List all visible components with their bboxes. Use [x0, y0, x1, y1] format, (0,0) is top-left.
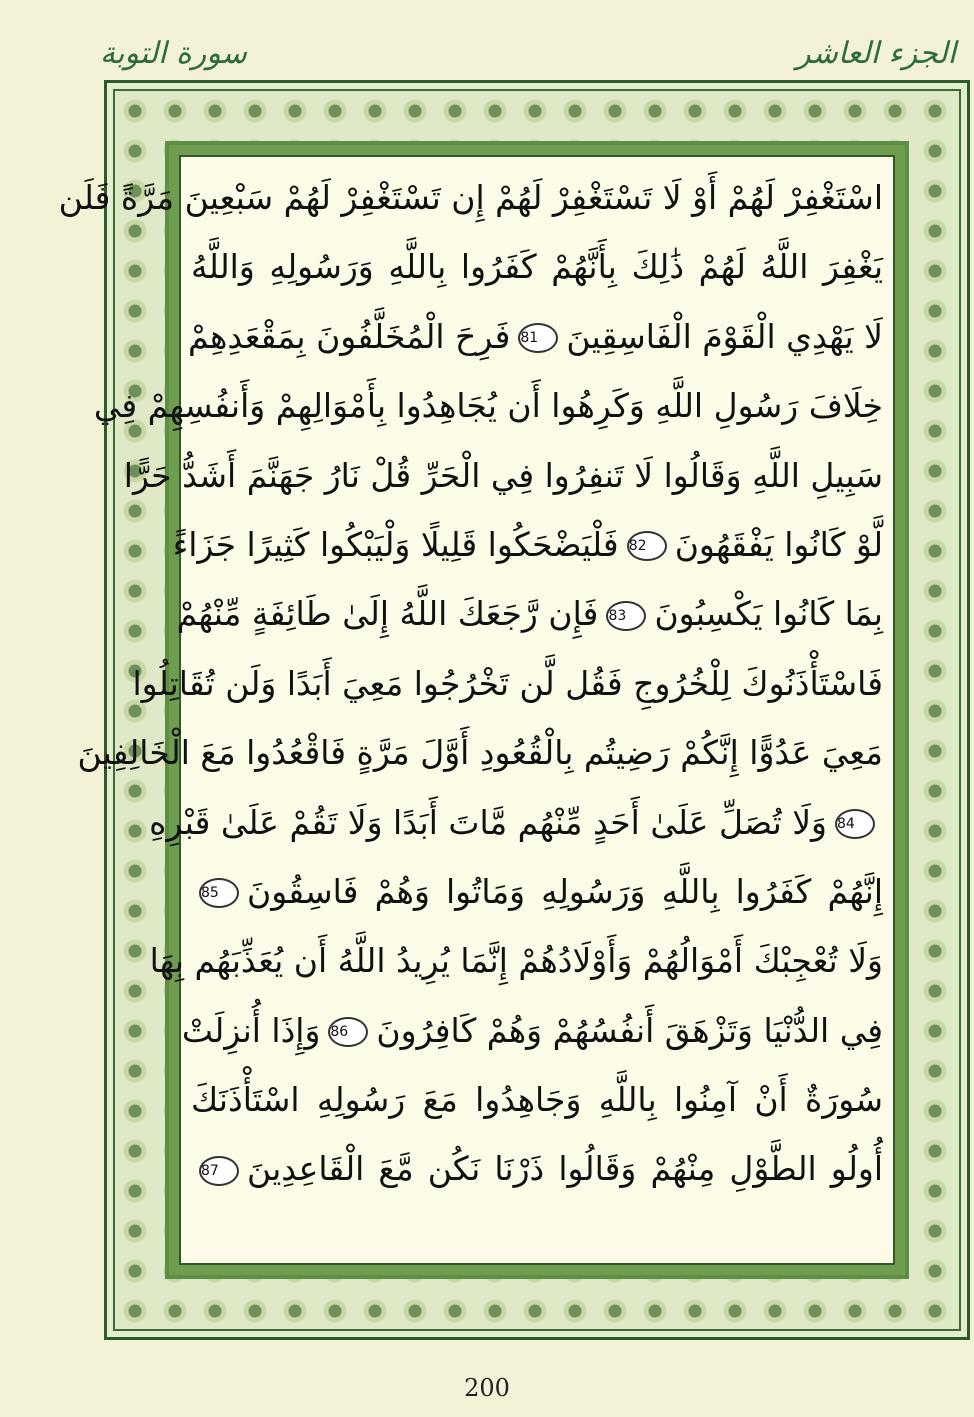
text-panel	[58, 155, 895, 1265]
line-text: سَبِيلِ اللَّهِ وَقَالُوا لَا تَنفِرُوا فِي الْحَرِّ قُلْ نَارُ جَهَنَّمَ أَشَدُّ حَرًّا	[123, 455, 883, 495]
line-text: فَرِحَ الْمُخَلَّفُونَ بِمَقْعَدِهِمْ	[188, 316, 511, 356]
line-text: إِنَّهُمْ كَفَرُوا بِاللَّهِ وَرَسُولِهِ وَمَاتُوا وَهُمْ فَاسِقُونَ	[247, 871, 883, 911]
line-text: لَّوْ كَانُوا يَفْقَهُونَ	[674, 524, 883, 564]
verse-line-12	[149, 926, 883, 995]
verse-line-11	[191, 857, 883, 926]
line-text: فَلْيَضْحَكُوا قَلِيلًا وَلْيَبْكُوا كَثِيرًا جَزَاءً	[172, 524, 619, 564]
surah-title: سورة التوبة	[100, 36, 247, 71]
line-text: أُولُو الطَّوْلِ مِنْهُمْ وَقَالُوا ذَرْنَا نَكُن مَّعَ الْقَاعِدِينَ	[247, 1149, 883, 1189]
ayah-number-marker: 86	[328, 1017, 368, 1047]
verse-line-14	[191, 1065, 883, 1134]
line-text: وَلَا تُصَلِّ عَلَىٰ أَحَدٍ مِّنْهُم مَّاتَ أَبَدًا وَلَا تَقُمْ عَلَىٰ قَبْرِهِ	[149, 802, 827, 842]
page-number: 200	[464, 1374, 510, 1402]
verse-line-4	[93, 371, 883, 440]
line-text: فَإِن رَّجَعَكَ اللَّهُ إِلَىٰ طَائِفَةٍ مِّنْهُمْ	[176, 594, 599, 634]
ayah-number-marker: 81	[518, 323, 558, 353]
ornamental-frame	[58, 80, 970, 1340]
verse-line-6	[172, 510, 883, 579]
line-text: يَغْفِرَ اللَّهُ لَهُمْ ذَٰلِكَ بِأَنَّهُمْ كَفَرُوا بِاللَّهِ وَرَسُولِهِ وَاللَّهُ	[191, 247, 883, 287]
ayah-number-marker: 84	[835, 809, 875, 839]
ayah-number-marker: 85	[199, 878, 239, 908]
verse-line-8	[132, 649, 883, 718]
page-header	[0, 8, 974, 80]
line-text: لَا يَهْدِي الْقَوْمَ الْفَاسِقِينَ	[566, 316, 883, 356]
verse-line-7	[176, 579, 883, 648]
line-text: فِي الدُّنْيَا وَتَزْهَقَ أَنفُسُهُمْ وَهُمْ كَافِرُونَ	[376, 1010, 883, 1050]
verse-line-10	[149, 788, 883, 857]
ayah-number-marker: 83	[606, 601, 646, 631]
line-text: وَإِذَا أُنزِلَتْ	[181, 1010, 321, 1050]
ayah-number-marker: 82	[627, 531, 667, 561]
line-text: اسْتَغْفِرْ لَهُمْ أَوْ لَا تَسْتَغْفِرْ لَهُمْ إِن تَسْتَغْفِرْ لَهُمْ سَبْعِينَ مَرَّةً فَلَن	[58, 178, 883, 217]
verse-line-3	[188, 302, 883, 371]
verse-line-9	[77, 718, 883, 787]
line-text: مَعِيَ عَدُوًّا إِنَّكُمْ رَضِيتُم بِالْقُعُودِ أَوَّلَ مَرَّةٍ فَاقْعُدُوا مَعَ الْخَالِفِينَ	[77, 733, 883, 773]
verse-line-5	[123, 441, 883, 510]
juz-title: الجزء العاشر	[796, 36, 956, 71]
line-text: وَلَا تُعْجِبْكَ أَمْوَالُهُمْ وَأَوْلَادُهُمْ إِنَّمَا يُرِيدُ اللَّهُ أَن يُعَذِّبَهُم بِهَا	[149, 941, 883, 981]
verse-line-13	[181, 996, 883, 1065]
ayah-number-marker: 87	[199, 1156, 239, 1186]
line-text: خِلَافَ رَسُولِ اللَّهِ وَكَرِهُوا أَن يُجَاهِدُوا بِأَمْوَالِهِمْ وَأَنفُسِهِمْ فِي	[93, 386, 883, 426]
verse-line-15	[191, 1134, 883, 1203]
line-text: بِمَا كَانُوا يَكْسِبُونَ	[654, 594, 883, 634]
verse-line-1	[58, 163, 883, 232]
line-text: فَاسْتَأْذَنُوكَ لِلْخُرُوجِ فَقُل لَّن تَخْرُجُوا مَعِيَ أَبَدًا وَلَن تُقَاتِلُوا	[132, 663, 883, 703]
verse-lines	[58, 163, 883, 1257]
verse-line-2	[191, 232, 883, 301]
line-text: سُورَةٌ أَنْ آمِنُوا بِاللَّهِ وَجَاهِدُوا مَعَ رَسُولِهِ اسْتَأْذَنَكَ	[191, 1080, 883, 1120]
